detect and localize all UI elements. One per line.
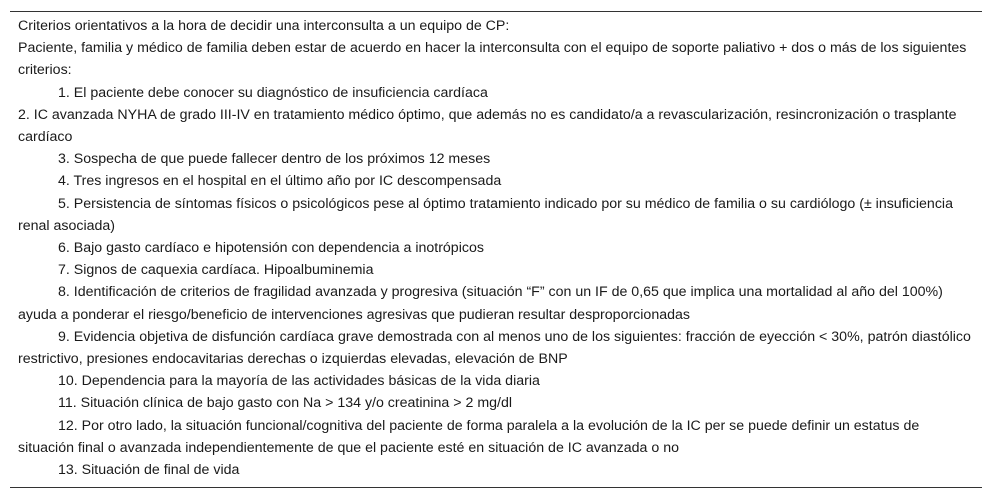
criterion-9: 9. Evidencia objetiva de disfunción cardíaca grave demostrada con al menos uno de los siguientes: fracción de eyección < 30%, patrón diastólico restrictivo, presiones endocavitarias derechas o izquierdas elevadas, elevación de BNP	[18, 328, 971, 368]
criterion-5: 5. Persistencia de síntomas físicos o psicológicos pese al óptimo tratamiento indicado por su médico de familia o su cardiólogo (± insuficiencia renal asociada)	[18, 195, 953, 234]
criteria-table	[10, 11, 982, 488]
criterion-10: 10. Dependencia para la mayoría de las actividades básicas de la vida diaria	[58, 373, 540, 390]
criterion-12: 12. Por otro lado, la situación funcional/cognitiva del paciente de forma paralela a la evolución de la IC per se puede definir un estatus de situación final o avanzada independientemente de que el paciente esté en situación de IC avanzada o no	[18, 417, 920, 456]
table-intro: Paciente, familia y médico de familia deben estar de acuerdo en hacer la interconsulta con el equipo de soporte paliativo + dos o más de los siguientes criterios:	[18, 40, 967, 79]
criterion-8: 8. Identificación de criterios de fragilidad avanzada y progresiva (situación “F” con un IF de 0,65 que implica una mortalidad al año del 100%) ayuda a ponderar el riesgo/beneficio de intervenciones agresivas que pudieran resultar desproporcionadas	[18, 284, 943, 323]
table-header: Criterios orientativos a la hora de decidir una interconsulta a un equipo de CP:	[18, 18, 510, 34]
criterion-4: 4. Tres ingresos en el hospital en el último año por IC descompensada	[58, 173, 502, 190]
criterion-1: 1. El paciente debe conocer su diagnóstico de insuficiencia cardíaca	[58, 84, 488, 101]
criterion-3: 3. Sospecha de que puede fallecer dentro de los próximos 12 meses	[58, 151, 491, 168]
criterion-13: 13. Situación de final de vida	[58, 462, 240, 479]
criterion-11: 11. Situación clínica de bajo gasto con Na > 134 y/o creatinina > 2 mg/dl	[58, 395, 513, 412]
criterion-7: 7. Signos de caquexia cardíaca. Hipoalbuminemia	[58, 262, 374, 279]
criterion-2: 2. IC avanzada NYHA de grado III-IV en tratamiento médico óptimo, que además no es candidato/a a revascularización, resincronización o trasplante cardíaco	[18, 106, 957, 146]
criteria-table-cell	[10, 12, 982, 487]
criterion-6: 6. Bajo gasto cardíaco e hipotensión con dependencia a inotrópicos	[58, 240, 484, 257]
